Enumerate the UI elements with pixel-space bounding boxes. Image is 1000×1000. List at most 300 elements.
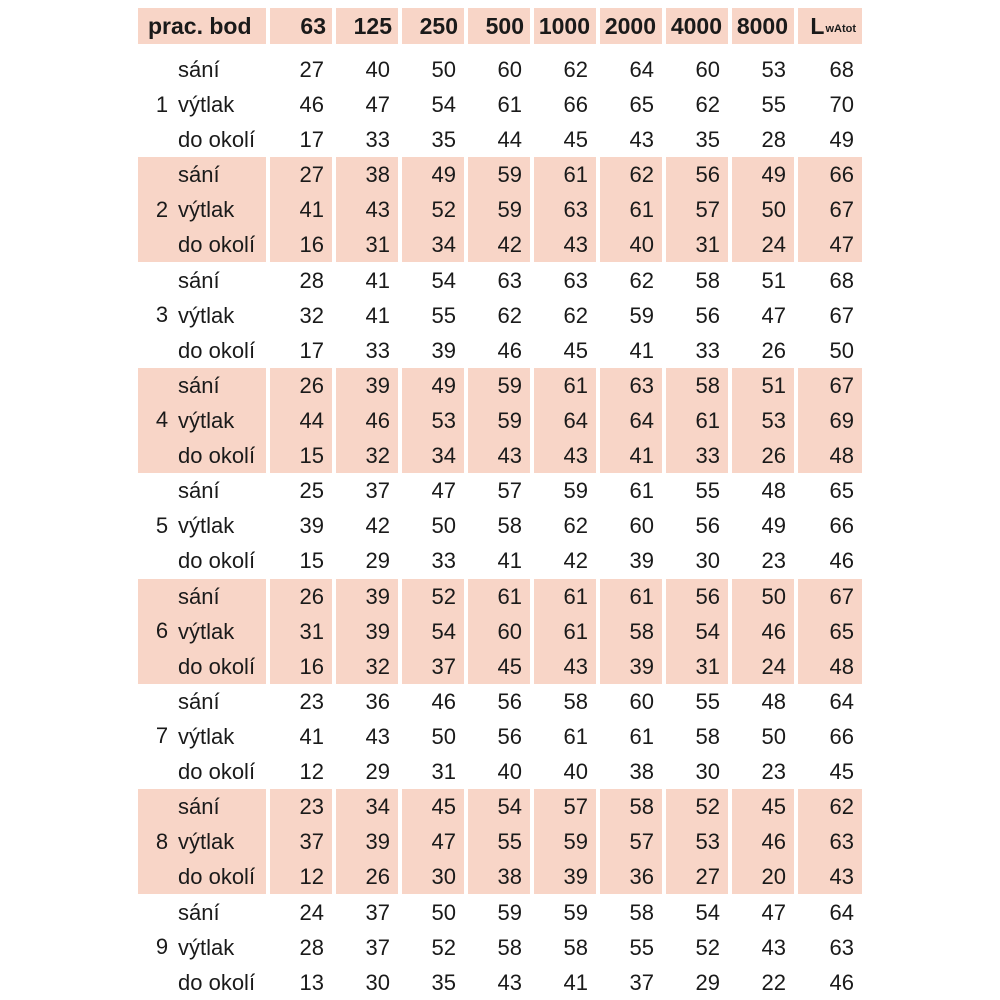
band-column-cell [402, 684, 464, 789]
value-cell: 63 [497, 267, 522, 293]
source-labels [178, 684, 255, 789]
band-column-cell [600, 895, 662, 1000]
header-band-label: 4000 [670, 13, 722, 39]
value-cell: 41 [497, 548, 522, 574]
value-cell: 48 [829, 442, 854, 468]
value-cell: 40 [497, 758, 522, 784]
value-cell: 48 [829, 653, 854, 679]
band-column-cell [270, 684, 332, 789]
band-column-cell [666, 263, 728, 368]
value-cell: 31 [695, 653, 720, 679]
value-cell: 66 [829, 513, 854, 539]
value-cell: 58 [497, 934, 522, 960]
value-cell: 64 [829, 899, 854, 925]
band-column-cell [732, 157, 794, 262]
header-band [336, 8, 398, 44]
point-group [138, 684, 862, 789]
band-column-cell [534, 895, 596, 1000]
band-column-cell [732, 789, 794, 894]
band-column-cell [336, 157, 398, 262]
header-band [732, 8, 794, 44]
band-column-cell [468, 789, 530, 894]
value-cell: 49 [431, 372, 456, 398]
total-column-cell [798, 895, 862, 1000]
header-band [666, 8, 728, 44]
value-cell: 56 [695, 162, 720, 188]
value-cell: 62 [563, 513, 588, 539]
band-column-cell [402, 368, 464, 473]
value-cell: 20 [761, 864, 786, 890]
value-cell: 31 [695, 232, 720, 258]
total-column-cell [798, 473, 862, 578]
value-cell: 50 [431, 899, 456, 925]
value-cell: 17 [299, 337, 324, 363]
value-cell: 37 [365, 934, 390, 960]
band-column-cell [732, 473, 794, 578]
value-cell: 37 [299, 829, 324, 855]
value-cell: 45 [497, 653, 522, 679]
value-cell: 61 [695, 407, 720, 433]
value-cell: 59 [497, 372, 522, 398]
value-cell: 62 [563, 302, 588, 328]
band-column-cell [336, 263, 398, 368]
value-cell: 23 [761, 758, 786, 784]
point-number: 5 [155, 512, 169, 538]
value-cell: 66 [563, 92, 588, 117]
source-label: výtlak [178, 513, 235, 539]
point-cell [138, 895, 266, 1000]
value-cell: 28 [299, 267, 324, 293]
value-cell: 58 [629, 794, 654, 820]
point-number: 9 [155, 934, 169, 960]
value-cell: 64 [629, 57, 654, 82]
value-cell: 61 [563, 618, 588, 644]
value-cell: 16 [299, 653, 324, 679]
total-column-cell [798, 789, 862, 894]
value-cell: 63 [563, 267, 588, 293]
value-cell: 46 [761, 829, 786, 855]
value-cell: 43 [629, 127, 654, 152]
value-cell: 50 [431, 57, 456, 82]
point-group [138, 263, 862, 368]
band-column-cell [468, 52, 530, 157]
value-cell: 37 [365, 899, 390, 925]
band-column-cell [270, 789, 332, 894]
value-cell: 64 [629, 407, 654, 433]
value-cell: 61 [563, 372, 588, 398]
value-cell: 58 [695, 267, 720, 293]
value-cell: 29 [365, 548, 390, 574]
value-cell: 27 [299, 162, 324, 188]
value-cell: 57 [497, 478, 522, 504]
point-cell [138, 52, 266, 157]
band-column-cell [534, 263, 596, 368]
value-cell: 46 [497, 337, 522, 363]
value-cell: 60 [497, 57, 522, 82]
source-label: do okolí [178, 548, 256, 574]
value-cell: 49 [431, 162, 456, 188]
value-cell: 47 [365, 92, 390, 117]
value-cell: 59 [497, 899, 522, 925]
band-column-cell [600, 368, 662, 473]
value-cell: 43 [365, 197, 390, 223]
header-band-label: 250 [419, 13, 458, 39]
value-cell: 62 [563, 57, 588, 82]
value-cell: 63 [829, 829, 854, 855]
band-column-cell [666, 157, 728, 262]
point-cell [138, 263, 266, 368]
band-column-cell [270, 157, 332, 262]
value-cell: 56 [695, 302, 720, 328]
band-column-cell [666, 52, 728, 157]
value-cell: 56 [497, 688, 522, 714]
value-cell: 24 [761, 653, 786, 679]
value-cell: 57 [563, 794, 588, 820]
value-cell: 45 [563, 337, 588, 363]
band-column-cell [732, 895, 794, 1000]
header-band-label: 63 [300, 13, 326, 39]
value-cell: 58 [497, 513, 522, 539]
value-cell: 41 [365, 267, 390, 293]
point-number: 8 [155, 828, 169, 854]
value-cell: 30 [431, 864, 456, 890]
band-column-cell [534, 579, 596, 684]
source-label: sání [178, 162, 220, 188]
value-cell: 50 [761, 583, 786, 609]
header-total [798, 8, 862, 44]
value-cell: 29 [365, 758, 390, 784]
value-cell: 47 [829, 232, 854, 258]
value-cell: 28 [761, 127, 786, 152]
band-column-cell [468, 579, 530, 684]
value-cell: 45 [563, 127, 588, 152]
value-cell: 41 [563, 969, 588, 995]
value-cell: 58 [629, 618, 654, 644]
point-cell [138, 789, 266, 894]
value-cell: 54 [695, 618, 720, 644]
point-group [138, 368, 862, 473]
value-cell: 37 [431, 653, 456, 679]
band-column-cell [468, 895, 530, 1000]
source-label: do okolí [178, 442, 256, 468]
value-cell: 33 [431, 548, 456, 574]
value-cell: 55 [431, 302, 456, 328]
point-group [138, 895, 862, 1000]
value-cell: 33 [695, 337, 720, 363]
band-column-cell [534, 52, 596, 157]
noise-table [138, 8, 862, 1000]
band-column-cell [468, 157, 530, 262]
band-column-cell [732, 684, 794, 789]
value-cell: 42 [563, 548, 588, 574]
value-cell: 40 [563, 758, 588, 784]
band-column-cell [336, 473, 398, 578]
point-group [138, 52, 862, 157]
band-column-cell [732, 579, 794, 684]
source-labels [178, 368, 255, 473]
source-label: výtlak [178, 302, 235, 328]
value-cell: 12 [299, 864, 324, 890]
value-cell: 59 [497, 407, 522, 433]
point-number: 3 [155, 302, 169, 328]
value-cell: 40 [365, 57, 390, 82]
source-label: výtlak [178, 829, 235, 855]
value-cell: 26 [761, 337, 786, 363]
band-column-cell [468, 684, 530, 789]
value-cell: 62 [829, 794, 854, 820]
value-cell: 13 [299, 969, 324, 995]
value-cell: 34 [365, 794, 390, 820]
band-column-cell [732, 368, 794, 473]
value-cell: 61 [563, 583, 588, 609]
band-column-cell [666, 473, 728, 578]
value-cell: 52 [695, 794, 720, 820]
source-label: výtlak [178, 92, 235, 117]
value-cell: 35 [431, 127, 456, 152]
band-column-cell [270, 895, 332, 1000]
value-cell: 57 [629, 829, 654, 855]
value-cell: 52 [695, 934, 720, 960]
source-label: sání [178, 688, 220, 714]
total-column-cell [798, 263, 862, 368]
value-cell: 50 [431, 513, 456, 539]
source-labels [178, 789, 255, 894]
value-cell: 59 [563, 478, 588, 504]
value-cell: 30 [695, 758, 720, 784]
value-cell: 32 [365, 442, 390, 468]
header-band [270, 8, 332, 44]
value-cell: 63 [563, 197, 588, 223]
value-cell: 58 [563, 688, 588, 714]
band-column-cell [336, 579, 398, 684]
header-point [138, 8, 266, 44]
value-cell: 33 [365, 337, 390, 363]
value-cell: 56 [497, 723, 522, 749]
total-column-cell [798, 579, 862, 684]
source-label: sání [178, 57, 220, 82]
value-cell: 47 [761, 899, 786, 925]
value-cell: 39 [629, 548, 654, 574]
band-column-cell [600, 473, 662, 578]
value-cell: 35 [695, 127, 720, 152]
value-cell: 65 [629, 92, 654, 117]
value-cell: 49 [761, 162, 786, 188]
value-cell: 63 [829, 934, 854, 960]
value-cell: 52 [431, 583, 456, 609]
band-column-cell [534, 684, 596, 789]
source-label: výtlak [178, 618, 235, 644]
value-cell: 53 [431, 407, 456, 433]
value-cell: 44 [299, 407, 324, 433]
value-cell: 61 [629, 197, 654, 223]
value-cell: 62 [497, 302, 522, 328]
header-band [468, 8, 530, 44]
value-cell: 45 [761, 794, 786, 820]
value-cell: 67 [829, 197, 854, 223]
value-cell: 41 [629, 337, 654, 363]
table-body [138, 52, 862, 1000]
value-cell: 42 [497, 232, 522, 258]
band-column-cell [534, 368, 596, 473]
value-cell: 31 [431, 758, 456, 784]
source-labels [178, 157, 255, 262]
band-column-cell [534, 473, 596, 578]
value-cell: 68 [829, 57, 854, 82]
value-cell: 55 [497, 829, 522, 855]
value-cell: 39 [365, 372, 390, 398]
source-label: sání [178, 267, 220, 293]
band-column-cell [270, 368, 332, 473]
value-cell: 43 [497, 969, 522, 995]
band-column-cell [402, 473, 464, 578]
total-column-cell [798, 52, 862, 157]
header-band [402, 8, 464, 44]
band-column-cell [402, 52, 464, 157]
value-cell: 59 [563, 829, 588, 855]
value-cell: 39 [431, 337, 456, 363]
band-column-cell [270, 52, 332, 157]
value-cell: 64 [829, 688, 854, 714]
source-label: do okolí [178, 232, 256, 258]
value-cell: 60 [629, 513, 654, 539]
value-cell: 39 [299, 513, 324, 539]
value-cell: 70 [829, 92, 854, 117]
band-column-cell [468, 368, 530, 473]
value-cell: 31 [299, 618, 324, 644]
value-cell: 58 [563, 934, 588, 960]
total-column-cell [798, 368, 862, 473]
value-cell: 32 [365, 653, 390, 679]
value-cell: 65 [829, 478, 854, 504]
source-labels [178, 895, 255, 1000]
value-cell: 50 [431, 723, 456, 749]
value-cell: 60 [695, 57, 720, 82]
value-cell: 38 [497, 864, 522, 890]
value-cell: 56 [695, 583, 720, 609]
value-cell: 47 [431, 478, 456, 504]
band-column-cell [666, 895, 728, 1000]
value-cell: 61 [629, 583, 654, 609]
band-column-cell [402, 789, 464, 894]
header-band [600, 8, 662, 44]
value-cell: 61 [497, 92, 522, 117]
value-cell: 57 [695, 197, 720, 223]
header-total-main: L [810, 13, 825, 39]
table-header [138, 8, 862, 44]
value-cell: 46 [365, 407, 390, 433]
value-cell: 24 [761, 232, 786, 258]
value-cell: 58 [629, 899, 654, 925]
value-cell: 46 [829, 969, 854, 995]
value-cell: 24 [299, 899, 324, 925]
value-cell: 22 [761, 969, 786, 995]
source-label: sání [178, 794, 220, 820]
band-column-cell [336, 684, 398, 789]
value-cell: 62 [629, 267, 654, 293]
source-label: výtlak [178, 934, 235, 960]
value-cell: 51 [761, 372, 786, 398]
band-column-cell [270, 579, 332, 684]
band-column-cell [600, 263, 662, 368]
value-cell: 64 [563, 407, 588, 433]
value-cell: 52 [431, 934, 456, 960]
value-cell: 17 [299, 127, 324, 152]
band-column-cell [732, 263, 794, 368]
header-band-label: 500 [485, 13, 524, 39]
value-cell: 44 [497, 127, 522, 152]
value-cell: 40 [629, 232, 654, 258]
value-cell: 49 [761, 513, 786, 539]
value-cell: 41 [299, 197, 324, 223]
source-labels [178, 52, 255, 157]
value-cell: 46 [431, 688, 456, 714]
value-cell: 41 [299, 723, 324, 749]
value-cell: 34 [431, 232, 456, 258]
source-labels [178, 579, 255, 684]
value-cell: 43 [563, 653, 588, 679]
value-cell: 15 [299, 442, 324, 468]
source-label: výtlak [178, 407, 235, 433]
value-cell: 63 [629, 372, 654, 398]
value-cell: 53 [695, 829, 720, 855]
value-cell: 25 [299, 478, 324, 504]
value-cell: 39 [563, 864, 588, 890]
band-column-cell [666, 789, 728, 894]
point-group [138, 789, 862, 894]
value-cell: 34 [431, 442, 456, 468]
source-label: do okolí [178, 337, 256, 363]
source-label: do okolí [178, 758, 256, 784]
value-cell: 61 [629, 723, 654, 749]
source-label: sání [178, 899, 220, 925]
band-column-cell [600, 157, 662, 262]
value-cell: 43 [761, 934, 786, 960]
total-column-cell [798, 157, 862, 262]
source-label: do okolí [178, 653, 256, 679]
source-label: do okolí [178, 127, 256, 152]
point-number: 1 [155, 91, 169, 117]
header-total-sub: wAtot [825, 23, 856, 35]
value-cell: 62 [629, 162, 654, 188]
value-cell: 53 [761, 407, 786, 433]
point-number: 4 [155, 407, 169, 433]
source-labels [178, 473, 255, 578]
value-cell: 16 [299, 232, 324, 258]
value-cell: 54 [695, 899, 720, 925]
value-cell: 52 [431, 197, 456, 223]
band-column-cell [600, 52, 662, 157]
value-cell: 43 [365, 723, 390, 749]
band-column-cell [336, 789, 398, 894]
value-cell: 33 [695, 442, 720, 468]
band-column-cell [402, 263, 464, 368]
point-cell [138, 157, 266, 262]
value-cell: 58 [695, 372, 720, 398]
value-cell: 46 [299, 92, 324, 117]
value-cell: 61 [563, 162, 588, 188]
value-cell: 53 [761, 57, 786, 82]
band-column-cell [468, 473, 530, 578]
band-column-cell [336, 895, 398, 1000]
value-cell: 32 [299, 302, 324, 328]
value-cell: 65 [829, 618, 854, 644]
value-cell: 26 [299, 583, 324, 609]
value-cell: 43 [563, 232, 588, 258]
source-label: do okolí [178, 864, 256, 890]
band-column-cell [600, 789, 662, 894]
band-column-cell [402, 895, 464, 1000]
header-band-label: 1000 [538, 13, 590, 39]
